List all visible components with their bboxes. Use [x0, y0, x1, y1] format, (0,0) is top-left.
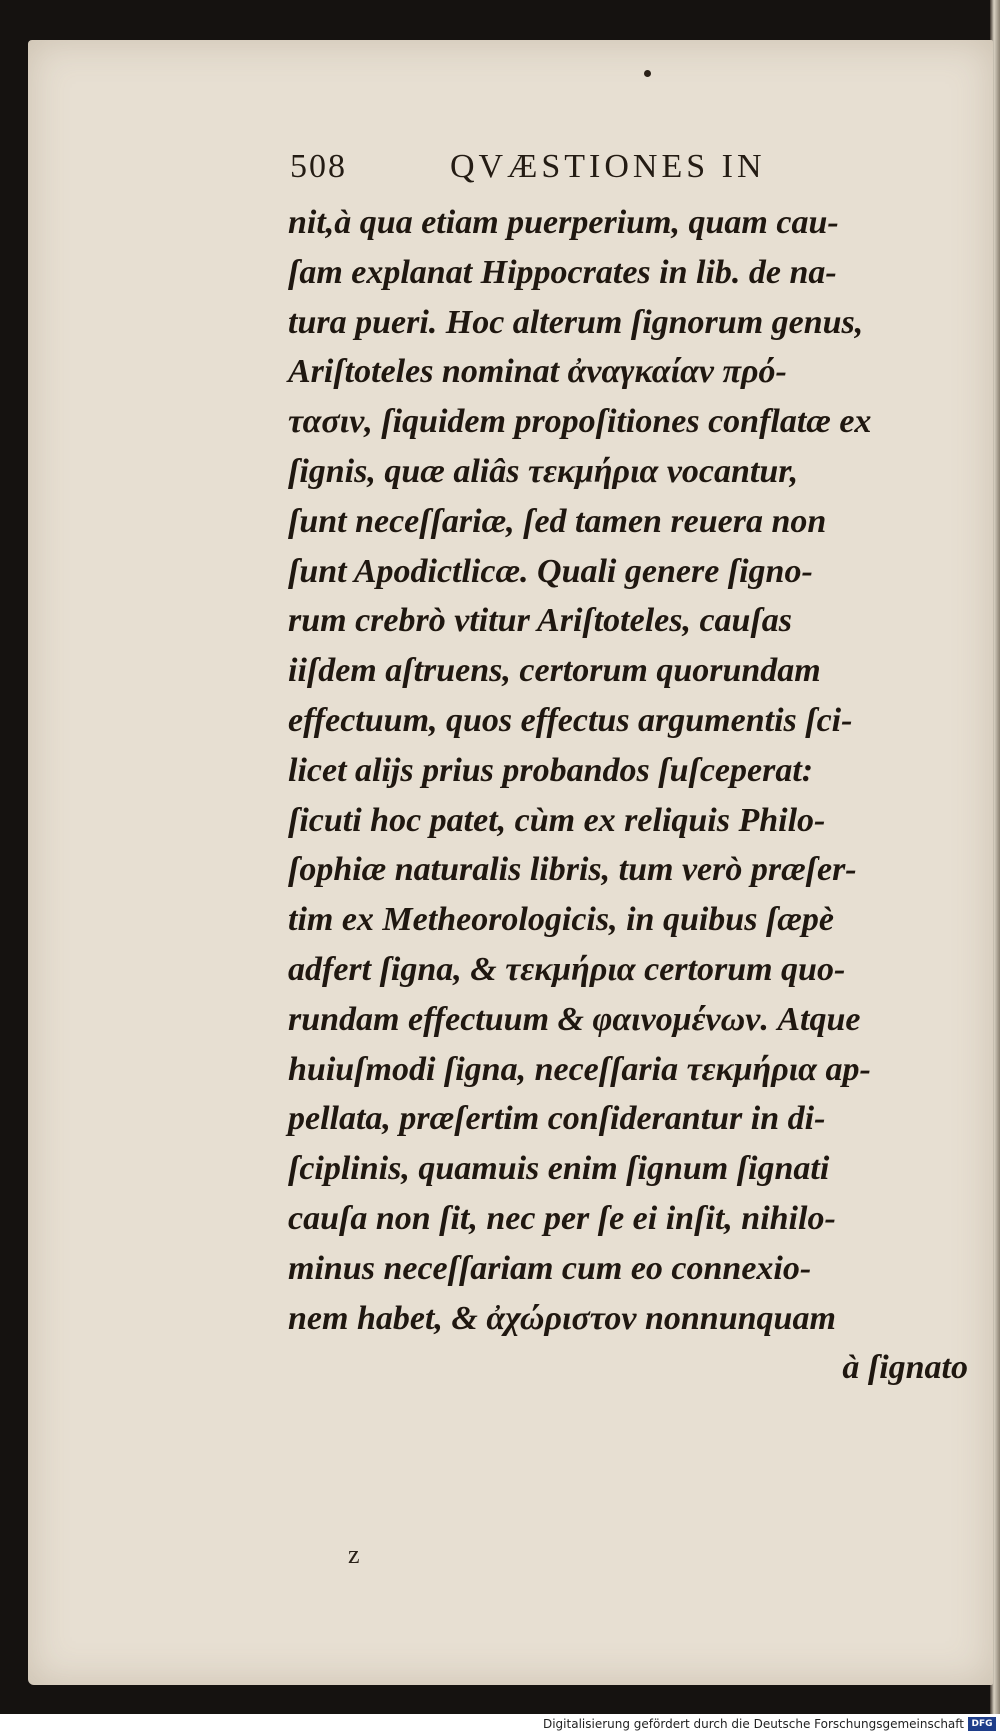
- text-line: huiuſmodi ſigna, neceſſaria τεκμήρια ap-: [288, 1050, 871, 1088]
- text-line: adfert ſigna, & τεκμήρια certorum quo-: [288, 950, 846, 988]
- text-line: ſciplinis, quamuis enim ſignum ſignati: [288, 1150, 830, 1188]
- text-line: minus neceſſariam cum eo connexio-: [288, 1249, 812, 1287]
- text-line: τασιν, ſiquidem propoſitiones conflatæ ex: [288, 403, 872, 441]
- text-line: nit,à qua etiam puerperium, quam cau-: [288, 204, 839, 241]
- text-line: ſignis, quæ aliâs τεκμήρια vocantur,: [288, 452, 799, 490]
- text-line: ſunt neceſſariæ, ſed tamen reuera non: [288, 502, 827, 540]
- text-line: nem habet, & ἀχώριστον nonnunquam: [288, 1299, 836, 1337]
- body-text: [288, 198, 968, 1393]
- footer-credit: Digitalisierung gefördert durch die Deutsche Forschungsgemeinschaft: [542, 1717, 964, 1731]
- text-line: cauſa non ſit, nec per ſe ei inſit, nihilo-: [288, 1199, 836, 1237]
- text-line: tura pueri. Hoc alterum ſignorum genus,: [288, 303, 864, 341]
- catchword: à ſignato: [842, 1349, 968, 1387]
- text-line: ſicuti hoc patet, cùm ex reliquis Philo-: [288, 801, 826, 839]
- text-line: ſunt Apodictlicæ. Quali genere ſigno-: [288, 552, 813, 590]
- text-line: rum crebrò vtitur Ariſtoteles, cauſas: [288, 602, 793, 640]
- page-header: [290, 148, 850, 196]
- text-line: effectuum, quos effectus argumentis ſci-: [288, 701, 853, 739]
- text-line: rundam effectuum & φαινομένων. Atque: [288, 1000, 861, 1038]
- text-line: licet alijs prius probandos ſuſceperat:: [288, 751, 814, 789]
- signature-mark: z: [348, 1540, 360, 1569]
- running-head: QVÆSTIONES IN: [450, 148, 766, 185]
- text-line: ſophiæ naturalis libris, tum verò præſer-: [288, 851, 857, 889]
- text-line: ſam explanat Hippocrates in lib. de na-: [288, 253, 837, 291]
- digitization-footer: [0, 1714, 1000, 1735]
- page-number: 508: [290, 148, 347, 185]
- text-line: Ariſtoteles nominat ἀναγκαίαν πρό-: [288, 353, 787, 391]
- text-line: tim ex Metheorologicis, in quibus ſæpè: [288, 901, 834, 939]
- text-line: iiſdem aſtruens, certorum quorundam: [288, 652, 821, 690]
- ink-dot: [644, 70, 651, 77]
- dfg-logo: DFG: [968, 1717, 996, 1731]
- text-line: pellata, præſertim conſiderantur in di-: [288, 1100, 826, 1138]
